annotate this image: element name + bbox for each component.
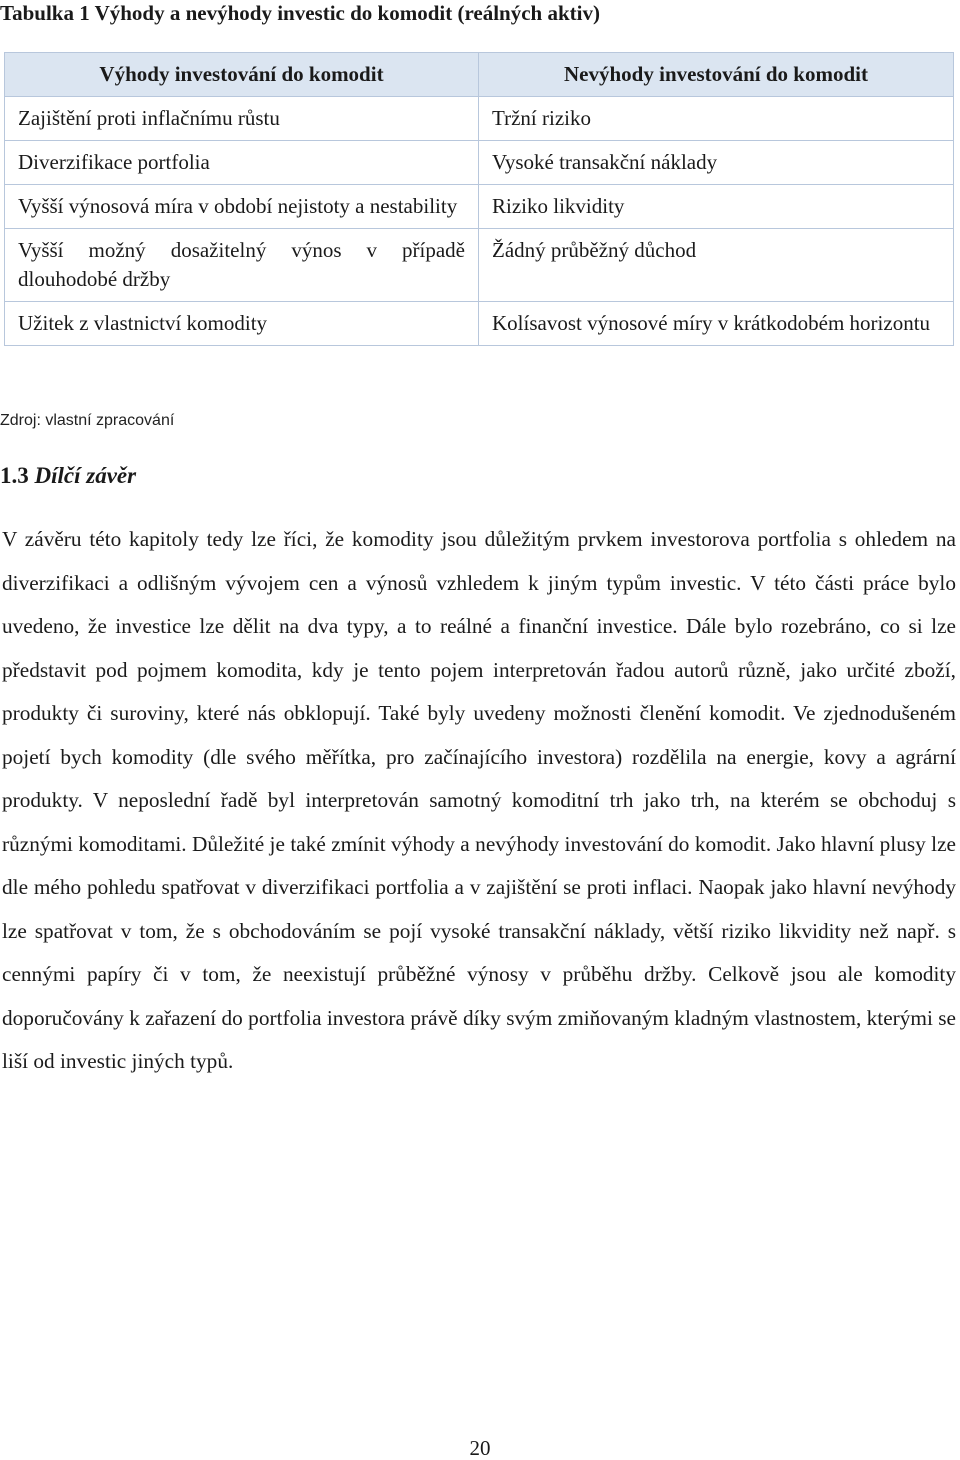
advantage-cell: Užitek z vlastnictví komodity — [5, 302, 479, 346]
page-number: 20 — [469, 1436, 491, 1460]
disadvantage-cell: Kolísavost výnosové míry v krátkodobém horizontu — [479, 302, 954, 346]
table-row — [5, 185, 954, 229]
advantage-cell: Vyšší možný dosažitelný výnos v případě dlouhodobé držby — [5, 229, 479, 302]
table-caption: Tabulka 1 Výhody a nevýhody investic do komodit (reálných aktiv) — [0, 1, 600, 25]
table-row — [5, 97, 954, 141]
disadvantage-cell: Žádný průběžný důchod — [479, 229, 954, 302]
disadvantage-cell: Tržní riziko — [479, 97, 954, 141]
section-title: Dílčí závěr — [34, 463, 137, 488]
table-row — [5, 302, 954, 346]
comparison-table — [4, 52, 954, 346]
disadvantage-cell: Riziko likvidity — [479, 185, 954, 229]
header-advantages: Výhody investování do komodit — [5, 53, 479, 97]
advantage-cell: Vyšší výnosová míra v období nejistoty a nestability — [5, 185, 479, 229]
advantage-cell: Diverzifikace portfolia — [5, 141, 479, 185]
header-disadvantages: Nevýhody investování do komodit — [479, 53, 954, 97]
section-number: 1.3 — [0, 463, 29, 488]
advantage-cell: Zajištění proti inflačnímu růstu — [5, 97, 479, 141]
table-row — [5, 141, 954, 185]
table-source-note: Zdroj: vlastní zpracování — [0, 412, 175, 429]
section-heading — [0, 461, 136, 491]
disadvantage-cell: Vysoké transakční náklady — [479, 141, 954, 185]
body-paragraph: V závěru této kapitoly tedy lze říci, že komodity jsou důležitým prvkem investorova portfolia s ohledem na diverzifikaci a odlišným vývojem cen a výnosů vzhledem k jiným typům investic. V této části práce bylo uvedeno, že investice lze dělit na dva typy, a to reálné a finanční investice. Dále bylo rozebráno, co si lze představit pod pojmem komodita, kdy je tento pojem interpretován řadou autorů různě, jako určité zboží, produkty či suroviny, které nás obklopují. Také byly uvedeny možnosti členění komodit. Ve zjednodušeném pojetí bych komodity (dle svého měřítka, pro začínajícího investora) rozdělila na energie, kovy a agrární produkty. V neposlední řadě byl interpretován samotný komoditní trh jako trh, na kterém se obchoduj s různými komoditami. Důležité je také zmínit výhody a nevýhody investování do komodit. Jako hlavní plusy lze dle mého pohledu spatřovat v diverzifikaci portfolia a v zajištění se proti inflaci. Naopak jako hlavní nevýhody lze spatřovat v tom, že s obchodováním se pojí vysoké transakční náklady, větší riziko likvidity než např. s cennými papíry či v tom, že neexistují průběžné výnosy v průběhu držby. Celkově jsou ale komodity doporučovány k zařazení do portfolia investora právě díky svým zmiňovaným kladným vlastnostem, kterými se liší od investic jiných typů. — [2, 527, 956, 1073]
table-row — [5, 229, 954, 302]
table-header-row — [5, 53, 954, 97]
